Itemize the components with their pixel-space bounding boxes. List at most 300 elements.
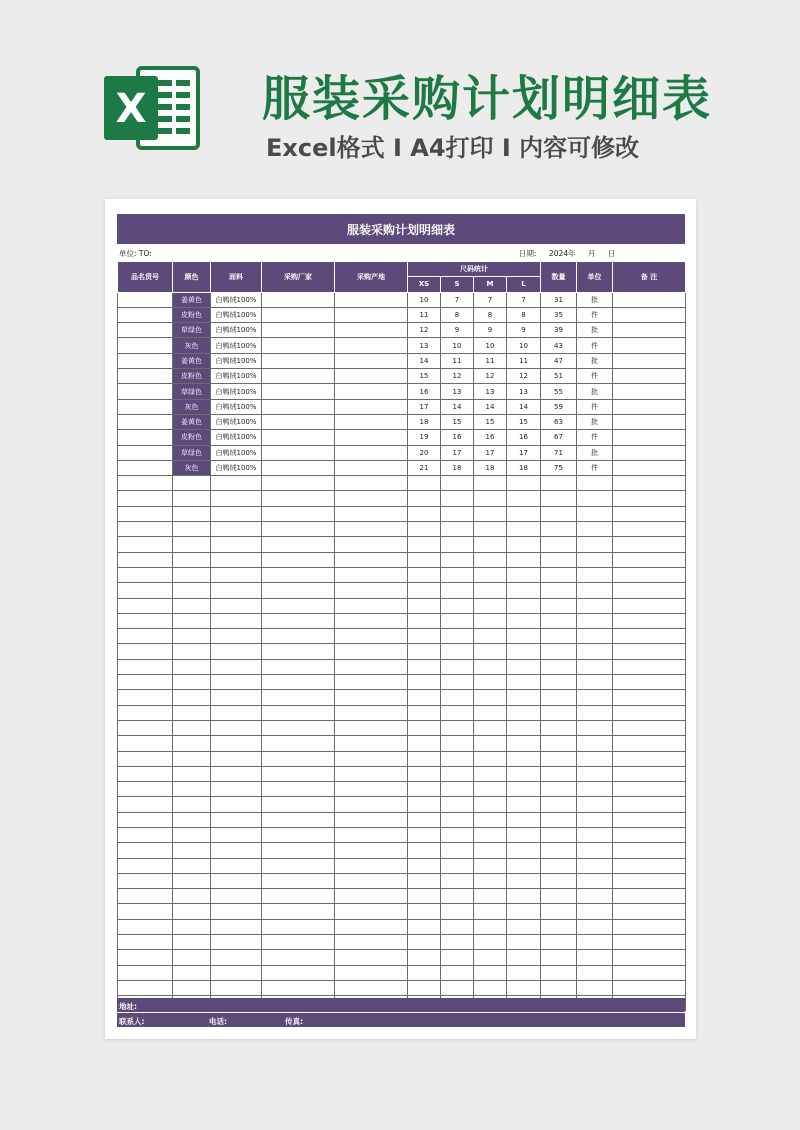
- xs-cell[interactable]: [408, 904, 441, 919]
- origin-cell[interactable]: [335, 414, 408, 429]
- remarks-cell[interactable]: [613, 323, 686, 338]
- fabric-cell[interactable]: [211, 919, 262, 934]
- l-cell[interactable]: [507, 751, 541, 766]
- qty-cell[interactable]: [541, 827, 577, 842]
- factory-cell[interactable]: [262, 598, 335, 613]
- fabric-cell[interactable]: [211, 583, 262, 598]
- product-code-cell[interactable]: [118, 659, 173, 674]
- xs-cell[interactable]: [408, 690, 441, 705]
- unit-cell[interactable]: 件: [577, 460, 613, 475]
- s-cell[interactable]: [441, 506, 474, 521]
- m-cell[interactable]: [474, 812, 507, 827]
- xs-cell[interactable]: [408, 522, 441, 537]
- factory-cell[interactable]: [262, 430, 335, 445]
- fabric-cell[interactable]: 白鸭绒100%: [211, 369, 262, 384]
- s-cell[interactable]: 8: [441, 307, 474, 322]
- factory-cell[interactable]: [262, 843, 335, 858]
- xs-cell[interactable]: 13: [408, 338, 441, 353]
- xs-cell[interactable]: [408, 889, 441, 904]
- m-cell[interactable]: [474, 613, 507, 628]
- product-code-cell[interactable]: [118, 613, 173, 628]
- remarks-cell[interactable]: [613, 567, 686, 582]
- s-cell[interactable]: [441, 873, 474, 888]
- remarks-cell[interactable]: [613, 919, 686, 934]
- color-cell[interactable]: [173, 675, 211, 690]
- unit-cell[interactable]: [577, 965, 613, 980]
- factory-cell[interactable]: [262, 338, 335, 353]
- xs-cell[interactable]: [408, 873, 441, 888]
- product-code-cell[interactable]: [118, 460, 173, 475]
- product-code-cell[interactable]: [118, 476, 173, 491]
- unit-cell[interactable]: 件: [577, 338, 613, 353]
- m-cell[interactable]: [474, 950, 507, 965]
- origin-cell[interactable]: [335, 537, 408, 552]
- qty-cell[interactable]: [541, 613, 577, 628]
- origin-cell[interactable]: [335, 965, 408, 980]
- color-cell[interactable]: [173, 965, 211, 980]
- qty-cell[interactable]: [541, 965, 577, 980]
- l-cell[interactable]: [507, 980, 541, 995]
- fabric-cell[interactable]: 白鸭绒100%: [211, 338, 262, 353]
- factory-cell[interactable]: [262, 445, 335, 460]
- origin-cell[interactable]: [335, 353, 408, 368]
- remarks-cell[interactable]: [613, 736, 686, 751]
- fabric-cell[interactable]: [211, 873, 262, 888]
- origin-cell[interactable]: [335, 430, 408, 445]
- origin-cell[interactable]: [335, 613, 408, 628]
- m-cell[interactable]: 13: [474, 384, 507, 399]
- remarks-cell[interactable]: [613, 445, 686, 460]
- xs-cell[interactable]: [408, 812, 441, 827]
- m-cell[interactable]: [474, 491, 507, 506]
- factory-cell[interactable]: [262, 353, 335, 368]
- product-code-cell[interactable]: [118, 935, 173, 950]
- remarks-cell[interactable]: [613, 491, 686, 506]
- l-cell[interactable]: [507, 629, 541, 644]
- origin-cell[interactable]: [335, 659, 408, 674]
- xs-cell[interactable]: [408, 843, 441, 858]
- remarks-cell[interactable]: [613, 537, 686, 552]
- product-code-cell[interactable]: [118, 567, 173, 582]
- s-cell[interactable]: [441, 827, 474, 842]
- fabric-cell[interactable]: [211, 935, 262, 950]
- factory-cell[interactable]: [262, 690, 335, 705]
- factory-cell[interactable]: [262, 889, 335, 904]
- remarks-cell[interactable]: [613, 950, 686, 965]
- m-cell[interactable]: [474, 552, 507, 567]
- unit-cell[interactable]: [577, 935, 613, 950]
- qty-cell[interactable]: [541, 812, 577, 827]
- qty-cell[interactable]: 31: [541, 292, 577, 307]
- factory-cell[interactable]: [262, 583, 335, 598]
- l-cell[interactable]: [507, 552, 541, 567]
- remarks-cell[interactable]: [613, 629, 686, 644]
- unit-cell[interactable]: [577, 950, 613, 965]
- l-cell[interactable]: [507, 935, 541, 950]
- qty-cell[interactable]: 51: [541, 369, 577, 384]
- s-cell[interactable]: [441, 690, 474, 705]
- m-cell[interactable]: [474, 506, 507, 521]
- origin-cell[interactable]: [335, 307, 408, 322]
- fabric-cell[interactable]: [211, 659, 262, 674]
- origin-cell[interactable]: [335, 904, 408, 919]
- factory-cell[interactable]: [262, 323, 335, 338]
- l-cell[interactable]: 7: [507, 292, 541, 307]
- s-cell[interactable]: [441, 613, 474, 628]
- factory-cell[interactable]: [262, 613, 335, 628]
- qty-cell[interactable]: 43: [541, 338, 577, 353]
- color-cell[interactable]: 皮粉色: [173, 430, 211, 445]
- origin-cell[interactable]: [335, 583, 408, 598]
- remarks-cell[interactable]: [613, 613, 686, 628]
- fabric-cell[interactable]: [211, 537, 262, 552]
- color-cell[interactable]: [173, 491, 211, 506]
- color-cell[interactable]: [173, 720, 211, 735]
- fabric-cell[interactable]: [211, 705, 262, 720]
- fabric-cell[interactable]: 白鸭绒100%: [211, 430, 262, 445]
- qty-cell[interactable]: [541, 690, 577, 705]
- product-code-cell[interactable]: [118, 506, 173, 521]
- product-code-cell[interactable]: [118, 751, 173, 766]
- qty-cell[interactable]: [541, 736, 577, 751]
- l-cell[interactable]: [507, 950, 541, 965]
- m-cell[interactable]: 10: [474, 338, 507, 353]
- origin-cell[interactable]: [335, 751, 408, 766]
- color-cell[interactable]: [173, 782, 211, 797]
- product-code-cell[interactable]: [118, 675, 173, 690]
- remarks-cell[interactable]: [613, 751, 686, 766]
- s-cell[interactable]: [441, 552, 474, 567]
- fabric-cell[interactable]: [211, 766, 262, 781]
- fabric-cell[interactable]: [211, 491, 262, 506]
- s-cell[interactable]: 10: [441, 338, 474, 353]
- color-cell[interactable]: 草绿色: [173, 384, 211, 399]
- factory-cell[interactable]: [262, 476, 335, 491]
- l-cell[interactable]: 14: [507, 399, 541, 414]
- unit-cell[interactable]: [577, 552, 613, 567]
- product-code-cell[interactable]: [118, 445, 173, 460]
- color-cell[interactable]: [173, 598, 211, 613]
- remarks-cell[interactable]: [613, 904, 686, 919]
- fabric-cell[interactable]: [211, 980, 262, 995]
- l-cell[interactable]: [507, 782, 541, 797]
- product-code-cell[interactable]: [118, 292, 173, 307]
- unit-cell[interactable]: [577, 980, 613, 995]
- qty-cell[interactable]: [541, 782, 577, 797]
- l-cell[interactable]: 11: [507, 353, 541, 368]
- color-cell[interactable]: [173, 583, 211, 598]
- l-cell[interactable]: 10: [507, 338, 541, 353]
- unit-cell[interactable]: [577, 797, 613, 812]
- s-cell[interactable]: [441, 629, 474, 644]
- fabric-cell[interactable]: [211, 812, 262, 827]
- m-cell[interactable]: [474, 782, 507, 797]
- s-cell[interactable]: [441, 935, 474, 950]
- product-code-cell[interactable]: [118, 980, 173, 995]
- m-cell[interactable]: 11: [474, 353, 507, 368]
- m-cell[interactable]: [474, 904, 507, 919]
- m-cell[interactable]: [474, 537, 507, 552]
- s-cell[interactable]: 14: [441, 399, 474, 414]
- factory-cell[interactable]: [262, 537, 335, 552]
- product-code-cell[interactable]: [118, 812, 173, 827]
- xs-cell[interactable]: [408, 583, 441, 598]
- xs-cell[interactable]: [408, 935, 441, 950]
- unit-cell[interactable]: [577, 675, 613, 690]
- origin-cell[interactable]: [335, 491, 408, 506]
- unit-cell[interactable]: 件: [577, 430, 613, 445]
- fabric-cell[interactable]: [211, 782, 262, 797]
- l-cell[interactable]: [507, 919, 541, 934]
- color-cell[interactable]: [173, 506, 211, 521]
- l-cell[interactable]: [507, 675, 541, 690]
- xs-cell[interactable]: [408, 552, 441, 567]
- m-cell[interactable]: [474, 919, 507, 934]
- color-cell[interactable]: 草绿色: [173, 323, 211, 338]
- unit-cell[interactable]: [577, 858, 613, 873]
- qty-cell[interactable]: [541, 950, 577, 965]
- factory-cell[interactable]: [262, 460, 335, 475]
- fabric-cell[interactable]: [211, 720, 262, 735]
- remarks-cell[interactable]: [613, 812, 686, 827]
- qty-cell[interactable]: 63: [541, 414, 577, 429]
- product-code-cell[interactable]: [118, 690, 173, 705]
- xs-cell[interactable]: [408, 537, 441, 552]
- l-cell[interactable]: 16: [507, 430, 541, 445]
- fabric-cell[interactable]: [211, 629, 262, 644]
- unit-cell[interactable]: [577, 659, 613, 674]
- l-cell[interactable]: [507, 537, 541, 552]
- unit-cell[interactable]: 批: [577, 323, 613, 338]
- qty-cell[interactable]: [541, 720, 577, 735]
- origin-cell[interactable]: [335, 843, 408, 858]
- xs-cell[interactable]: [408, 675, 441, 690]
- origin-cell[interactable]: [335, 369, 408, 384]
- xs-cell[interactable]: 18: [408, 414, 441, 429]
- qty-cell[interactable]: 75: [541, 460, 577, 475]
- fabric-cell[interactable]: [211, 965, 262, 980]
- l-cell[interactable]: 15: [507, 414, 541, 429]
- s-cell[interactable]: [441, 720, 474, 735]
- factory-cell[interactable]: [262, 782, 335, 797]
- factory-cell[interactable]: [262, 369, 335, 384]
- s-cell[interactable]: [441, 950, 474, 965]
- factory-cell[interactable]: [262, 736, 335, 751]
- s-cell[interactable]: [441, 491, 474, 506]
- color-cell[interactable]: [173, 705, 211, 720]
- product-code-cell[interactable]: [118, 399, 173, 414]
- color-cell[interactable]: [173, 950, 211, 965]
- l-cell[interactable]: 18: [507, 460, 541, 475]
- origin-cell[interactable]: [335, 338, 408, 353]
- product-code-cell[interactable]: [118, 827, 173, 842]
- xs-cell[interactable]: [408, 736, 441, 751]
- l-cell[interactable]: [507, 491, 541, 506]
- qty-cell[interactable]: [541, 873, 577, 888]
- unit-cell[interactable]: 批: [577, 384, 613, 399]
- color-cell[interactable]: [173, 736, 211, 751]
- unit-cell[interactable]: [577, 506, 613, 521]
- l-cell[interactable]: 9: [507, 323, 541, 338]
- l-cell[interactable]: [507, 613, 541, 628]
- fabric-cell[interactable]: [211, 904, 262, 919]
- product-code-cell[interactable]: [118, 782, 173, 797]
- factory-cell[interactable]: [262, 827, 335, 842]
- s-cell[interactable]: 13: [441, 384, 474, 399]
- unit-cell[interactable]: 批: [577, 414, 613, 429]
- s-cell[interactable]: 9: [441, 323, 474, 338]
- origin-cell[interactable]: [335, 782, 408, 797]
- xs-cell[interactable]: [408, 644, 441, 659]
- unit-cell[interactable]: [577, 782, 613, 797]
- product-code-cell[interactable]: [118, 323, 173, 338]
- m-cell[interactable]: 18: [474, 460, 507, 475]
- xs-cell[interactable]: 14: [408, 353, 441, 368]
- qty-cell[interactable]: [541, 598, 577, 613]
- origin-cell[interactable]: [335, 522, 408, 537]
- qty-cell[interactable]: [541, 858, 577, 873]
- color-cell[interactable]: [173, 537, 211, 552]
- qty-cell[interactable]: [541, 567, 577, 582]
- m-cell[interactable]: [474, 705, 507, 720]
- unit-cell[interactable]: [577, 827, 613, 842]
- m-cell[interactable]: [474, 583, 507, 598]
- l-cell[interactable]: [507, 506, 541, 521]
- m-cell[interactable]: 8: [474, 307, 507, 322]
- origin-cell[interactable]: [335, 460, 408, 475]
- l-cell[interactable]: [507, 690, 541, 705]
- m-cell[interactable]: [474, 873, 507, 888]
- xs-cell[interactable]: [408, 919, 441, 934]
- factory-cell[interactable]: [262, 644, 335, 659]
- s-cell[interactable]: [441, 980, 474, 995]
- l-cell[interactable]: [507, 843, 541, 858]
- origin-cell[interactable]: [335, 812, 408, 827]
- color-cell[interactable]: [173, 476, 211, 491]
- product-code-cell[interactable]: [118, 873, 173, 888]
- remarks-cell[interactable]: [613, 583, 686, 598]
- s-cell[interactable]: [441, 736, 474, 751]
- color-cell[interactable]: [173, 827, 211, 842]
- origin-cell[interactable]: [335, 720, 408, 735]
- l-cell[interactable]: [507, 522, 541, 537]
- remarks-cell[interactable]: [613, 935, 686, 950]
- m-cell[interactable]: [474, 476, 507, 491]
- origin-cell[interactable]: [335, 950, 408, 965]
- m-cell[interactable]: [474, 629, 507, 644]
- unit-cell[interactable]: [577, 889, 613, 904]
- m-cell[interactable]: [474, 935, 507, 950]
- product-code-cell[interactable]: [118, 858, 173, 873]
- fabric-cell[interactable]: [211, 797, 262, 812]
- fabric-cell[interactable]: [211, 552, 262, 567]
- origin-cell[interactable]: [335, 552, 408, 567]
- m-cell[interactable]: 16: [474, 430, 507, 445]
- fabric-cell[interactable]: [211, 506, 262, 521]
- factory-cell[interactable]: [262, 506, 335, 521]
- color-cell[interactable]: [173, 766, 211, 781]
- factory-cell[interactable]: [262, 414, 335, 429]
- qty-cell[interactable]: [541, 935, 577, 950]
- l-cell[interactable]: 12: [507, 369, 541, 384]
- m-cell[interactable]: [474, 567, 507, 582]
- color-cell[interactable]: [173, 659, 211, 674]
- m-cell[interactable]: [474, 843, 507, 858]
- remarks-cell[interactable]: [613, 797, 686, 812]
- fabric-cell[interactable]: [211, 644, 262, 659]
- s-cell[interactable]: [441, 567, 474, 582]
- fabric-cell[interactable]: [211, 827, 262, 842]
- fabric-cell[interactable]: 白鸭绒100%: [211, 292, 262, 307]
- remarks-cell[interactable]: [613, 369, 686, 384]
- xs-cell[interactable]: [408, 965, 441, 980]
- s-cell[interactable]: [441, 644, 474, 659]
- s-cell[interactable]: [441, 812, 474, 827]
- origin-cell[interactable]: [335, 705, 408, 720]
- qty-cell[interactable]: [541, 675, 577, 690]
- product-code-cell[interactable]: [118, 307, 173, 322]
- color-cell[interactable]: 灰色: [173, 460, 211, 475]
- m-cell[interactable]: [474, 751, 507, 766]
- color-cell[interactable]: [173, 843, 211, 858]
- xs-cell[interactable]: [408, 751, 441, 766]
- color-cell[interactable]: 灰色: [173, 399, 211, 414]
- m-cell[interactable]: 15: [474, 414, 507, 429]
- remarks-cell[interactable]: [613, 353, 686, 368]
- l-cell[interactable]: 17: [507, 445, 541, 460]
- l-cell[interactable]: [507, 889, 541, 904]
- xs-cell[interactable]: [408, 598, 441, 613]
- fabric-cell[interactable]: [211, 736, 262, 751]
- xs-cell[interactable]: [408, 797, 441, 812]
- m-cell[interactable]: [474, 720, 507, 735]
- m-cell[interactable]: 12: [474, 369, 507, 384]
- color-cell[interactable]: 姜黄色: [173, 292, 211, 307]
- m-cell[interactable]: [474, 598, 507, 613]
- s-cell[interactable]: 15: [441, 414, 474, 429]
- qty-cell[interactable]: [541, 766, 577, 781]
- xs-cell[interactable]: [408, 659, 441, 674]
- l-cell[interactable]: [507, 567, 541, 582]
- qty-cell[interactable]: [541, 506, 577, 521]
- xs-cell[interactable]: [408, 506, 441, 521]
- remarks-cell[interactable]: [613, 307, 686, 322]
- origin-cell[interactable]: [335, 292, 408, 307]
- m-cell[interactable]: [474, 690, 507, 705]
- qty-cell[interactable]: [541, 552, 577, 567]
- origin-cell[interactable]: [335, 935, 408, 950]
- fabric-cell[interactable]: [211, 598, 262, 613]
- product-code-cell[interactable]: [118, 843, 173, 858]
- remarks-cell[interactable]: [613, 782, 686, 797]
- s-cell[interactable]: [441, 766, 474, 781]
- product-code-cell[interactable]: [118, 338, 173, 353]
- origin-cell[interactable]: [335, 399, 408, 414]
- origin-cell[interactable]: [335, 889, 408, 904]
- unit-cell[interactable]: [577, 812, 613, 827]
- color-cell[interactable]: [173, 613, 211, 628]
- color-cell[interactable]: [173, 904, 211, 919]
- l-cell[interactable]: [507, 812, 541, 827]
- remarks-cell[interactable]: [613, 843, 686, 858]
- qty-cell[interactable]: 35: [541, 307, 577, 322]
- s-cell[interactable]: [441, 965, 474, 980]
- factory-cell[interactable]: [262, 675, 335, 690]
- s-cell[interactable]: 18: [441, 460, 474, 475]
- xs-cell[interactable]: 16: [408, 384, 441, 399]
- qty-cell[interactable]: [541, 889, 577, 904]
- xs-cell[interactable]: [408, 491, 441, 506]
